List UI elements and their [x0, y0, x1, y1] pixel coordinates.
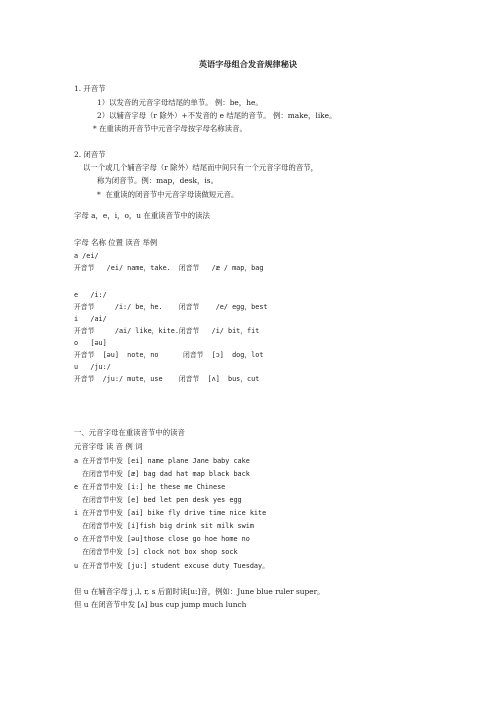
vowel-intro: 字母 a，e，i，o，u 在重读音节中的读法 [74, 211, 210, 220]
vowel-row-letter: e /i:/ [74, 291, 107, 299]
section2-line1: 以一个或几个辅音字母（r 除外）结尾而中间只有一个元音字母的音节， [83, 163, 318, 172]
final-note-2: 但 u 在闭音节中发 [ʌ] bus cup jump much lunch [74, 600, 247, 609]
vowel-row-detail: 开音节 /ei/ name，take. 闭音节 /æ / map，bag [74, 264, 264, 272]
vowel-row-letter: o [əu] [74, 339, 107, 347]
rule-line: 在闭音节中发 [ɔ] clock not box shop sock [74, 548, 238, 556]
rule-line: 在闭音节中发 [e] bed let pen desk yes egg [74, 496, 242, 504]
vowel-row-detail: 开音节 /ju:/ mute，use 闭音节 [ʌ] bus，cut [74, 375, 260, 383]
section2-heading: 2. 闭音节 [74, 150, 106, 159]
section2-note: * 在重读的闭音节中元音字母读做短元音。 [97, 190, 239, 199]
section1-heading: 1. 开音节 [74, 84, 106, 93]
rule-line: 在闭音节中发 [i]fish big drink sit milk swim [74, 522, 254, 530]
document-title: 英语字母组合发音规律秘诀 [198, 59, 298, 69]
vowel-row-letter: u /ju:/ [74, 363, 111, 371]
section1-note: * 在重读的开音节中元音字母按字母名称读音。 [93, 124, 247, 133]
rule-line: i 在开音节中发 [ai] bike fly drive time nice kite [74, 509, 267, 517]
section2-line2: 称为闭音节。例：map，desk，is。 [97, 176, 218, 185]
rule-line: e 在开音节中发 [i:] he these me Chinese [74, 483, 226, 491]
vowel-row-detail: 开音节 [əu] note，no 闭音节 [ɔ] dog，lot [74, 351, 264, 359]
rule-line: a 在开音节中发 [ei] name plane Jane baby cake [74, 457, 250, 465]
final-note-1: 但 u 在辅音字母 j ,l, r, s 后面时读[u:]音，例如：June blue ruler super。 [74, 587, 325, 596]
part1-subheading: 元音字母 读 音 例 词 [74, 442, 143, 451]
vowel-row-letter: i /ai/ [74, 315, 107, 323]
part1-heading: 一、元音字母在重读音节中的读音 [74, 428, 185, 437]
vowel-row-detail: 开音节 /i:/ be，he. 闭音节 /e/ egg，best [74, 303, 268, 311]
section1-line2: 2）以辅音字母（r 除外）+不发音的 e 结尾的音节。 例：make，like。 [97, 111, 337, 120]
rule-line: 在闭音节中发 [æ] bag dad hat map black back [74, 470, 250, 478]
rule-line: o 在开音节中发 [əu]those close go hoe home no [74, 535, 250, 543]
section1-line1: 1）以发音的元音字母结尾的单节。 例：be，he。 [97, 98, 263, 107]
rule-line: u 在开音节中发 [ju:] student excuse duty Tuesday。 [74, 562, 269, 570]
vowel-row-letter: a /ei/ [74, 252, 99, 260]
table-header: 字母 名称 位置 读音 举例 [74, 238, 158, 247]
vowel-row-detail: 开音节 /ai/ like，kite.闭音节 /i/ bit，fit [74, 327, 260, 335]
